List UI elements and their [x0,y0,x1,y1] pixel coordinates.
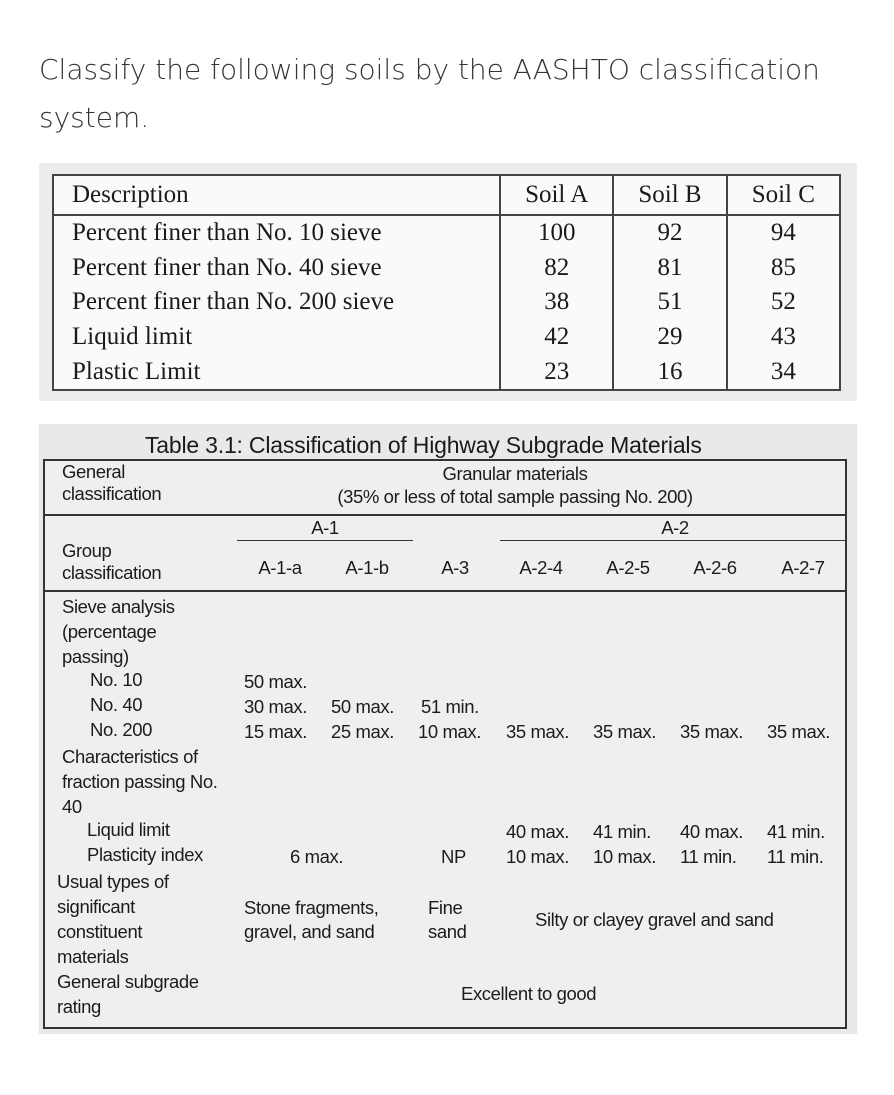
rating-value: Excellent to good [461,983,597,1004]
soil-c-value: 94 [770,219,796,247]
question-text: Classify the following soils by the AASHTO classification system. [39,53,820,134]
granular-materials-subtitle: (35% or less of total sample passing No. 200) [337,486,693,507]
table-row [53,251,840,286]
soil-c-header: Soil C [727,175,840,215]
row-label: Percent finer than No. 40 sieve [53,251,500,286]
group-a2-label: A-2 [661,517,689,538]
no200-a-1-a: 15 max. [244,721,308,742]
soil-a-value: 23 [500,354,613,390]
soil-b-value: 51 [613,285,726,320]
ll-a-2-4: 40 max. [506,821,570,842]
table-row [53,215,840,251]
no200-a-2-6: 35 max. [680,721,744,742]
pi-a-1: 6 max. [290,846,344,867]
soil-c-value: 85 [770,253,796,281]
soil-table-header-row [53,175,840,215]
pi-a-2-5: 10 max. [593,846,657,867]
soil-b-header: Soil B [613,175,726,215]
aashto-table-image [39,424,857,1034]
group-a-2-7: A-2-7 [781,557,825,578]
table-row [53,354,840,390]
no40-a-3: 51 min. [421,696,479,717]
pi-a-2-6: 11 min. [680,846,737,867]
soil-a-value: 100 [500,215,613,251]
no200-a-3: 10 max. [418,721,482,742]
soil-c-value: 52 [770,288,796,316]
liquid-limit-label: Liquid limit [87,819,170,840]
materials-a-3: Fine sand [428,897,467,942]
description-header: Description [53,175,500,215]
group-classification-label: Group classification [62,540,162,583]
a2-group-underline [500,540,845,541]
soil-a-value: 38 [500,285,613,320]
materials-a-1: Stone fragments, gravel, and sand [244,897,379,942]
plasticity-index-label: Plasticity index [87,844,203,865]
soil-a-header: Soil A [500,175,613,215]
characteristics-label: Characteristics of fraction passing No. 40 [62,746,218,817]
soil-c-value: 43 [770,323,796,351]
soil-b-value: 16 [613,354,726,390]
pi-a-2-7: 11 min. [767,846,824,867]
ll-a-2-6: 40 max. [680,821,744,842]
soil-c-value: 34 [770,357,796,385]
table-row [53,320,840,355]
soil-b-value: 81 [613,251,726,286]
group-a-1-b: A-1-b [345,557,389,578]
ll-a-2-7: 41 min. [767,821,825,842]
general-classification-label: General classification [62,461,162,504]
soil-b-value: 92 [613,215,726,251]
row-label: Plastic Limit [53,354,500,390]
row-label: Percent finer than No. 200 sieve [53,285,500,320]
sieve-analysis-label: Sieve analysis (percentage passing) [62,596,175,667]
group-a-1-a: A-1-a [258,557,302,578]
no40-a-1-a: 30 max. [244,696,308,717]
soil-a-value: 82 [500,251,613,286]
a1-group-underline [237,540,413,541]
materials-label: Usual types of significant constituent materials [57,871,169,967]
no200-a-1-b: 25 max. [331,721,395,742]
rating-label: General subgrade rating [57,971,199,1017]
granular-materials-title: Granular materials [442,463,588,484]
no200-a-2-4: 35 max. [506,721,570,742]
no10-label: No. 10 [90,669,143,690]
group-a-2-5: A-2-5 [606,557,650,578]
pi-a-2-4: 10 max. [506,846,570,867]
row-label: Percent finer than No. 10 sieve [53,215,500,251]
no40-label: No. 40 [90,694,143,715]
group-a-2-6: A-2-6 [693,557,737,578]
no200-label: No. 200 [90,719,152,740]
table-caption: Table 3.1: Classification of Highway Subgrade Materials [145,432,702,458]
soil-data-table-image [39,163,857,401]
soil-a-value: 42 [500,320,613,355]
soil-b-value: 29 [613,320,726,355]
no40-a-1-b: 50 max. [331,696,395,717]
ll-a-2-5: 41 min. [593,821,651,842]
row-label: Liquid limit [53,320,500,355]
soil-data-table [52,174,841,391]
no200-a-2-7: 35 max. [767,721,831,742]
group-a-3: A-3 [441,557,469,578]
materials-a-2: Silty or clayey gravel and sand [535,909,774,930]
no10-a-1-a: 50 max. [244,671,308,692]
divider-line [45,590,845,592]
group-a1-label: A-1 [311,517,339,538]
aashto-classification-table [43,459,847,1029]
table-row [53,285,840,320]
pi-a-3: NP [441,846,466,867]
divider-line [45,514,845,516]
group-a-2-4: A-2-4 [519,557,563,578]
no200-a-2-5: 35 max. [593,721,657,742]
